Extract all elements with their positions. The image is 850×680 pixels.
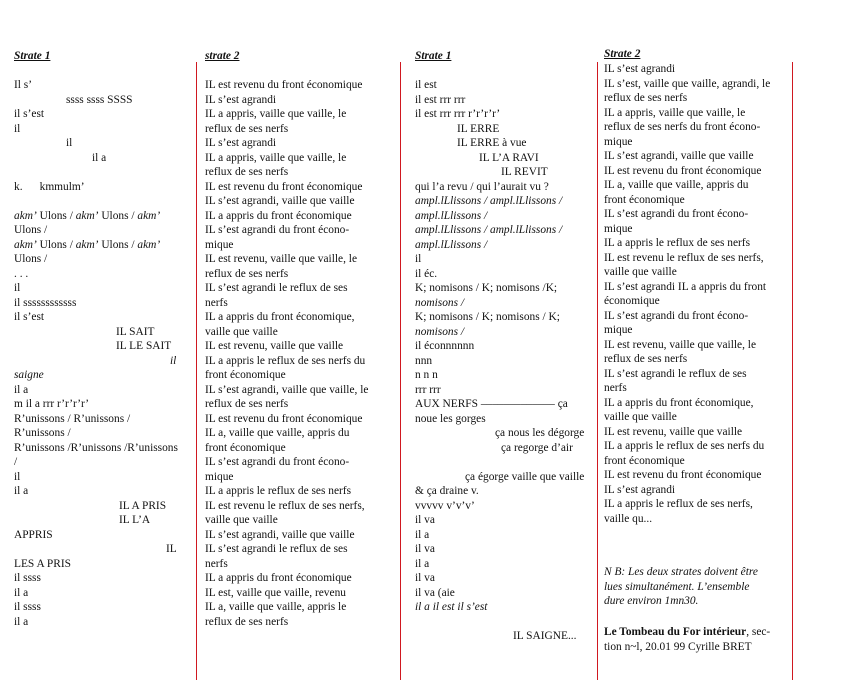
text-line: il ssss [14, 572, 41, 584]
text-line: IL [166, 543, 177, 555]
text-line: il éc. [415, 267, 438, 280]
text-line: IL est, vaille que vaille, revenu [205, 586, 346, 599]
footnote-line: dure environ 1mn30. [604, 595, 699, 607]
text-line: IL a appris le reflux de ses nerfs [205, 485, 352, 497]
text-line: vaille que vaille [604, 266, 677, 278]
text-line: ampl.lLlissons / ampl.lLlissons / [415, 224, 563, 236]
text-line: nerfs [205, 296, 228, 309]
text-line: reflux de ses nerfs [205, 122, 289, 135]
credit-title: Le Tombeau du For intérieur [604, 626, 747, 638]
text-line: IL est revenu du front économique [205, 412, 363, 425]
text-line: il a [14, 383, 29, 396]
text-line: ampl.lLlissons / [415, 238, 488, 251]
text-line: IL s’est agrandi [205, 137, 277, 149]
text-line: il ssss [14, 601, 41, 613]
column-strate-1-left [14, 0, 192, 680]
footnote-line: N B: Les deux strates doivent être [604, 566, 758, 578]
column-strate-2-left [205, 0, 395, 680]
text-line: ça nous les dégorge [495, 427, 585, 439]
text-line: m il a rrr r’r’r’r’ [14, 398, 90, 410]
text-line: IL s’est agrandi le reflux de ses [604, 367, 747, 380]
column-heading: Strate 1 [14, 50, 51, 62]
column-divider [792, 62, 793, 680]
text-line: IL a appris du front économique, [604, 396, 754, 409]
column-heading: Strate 2 [604, 48, 641, 60]
text-line: il a [14, 485, 29, 497]
text-line: front économique [205, 441, 286, 454]
text-line: IL SAIT [116, 325, 155, 338]
text-line: vvvvv v’v’v’ [415, 499, 475, 512]
text-line: IL a appris le reflux de ses nerfs, [604, 498, 753, 510]
text-line: mique [604, 135, 633, 148]
text-line: IL s’est agrandi [604, 63, 676, 75]
text-line: IL est revenu, vaille que vaille, le [205, 253, 358, 265]
text-line: IL est revenu du front économique [604, 469, 762, 481]
text-line: il a [14, 586, 29, 599]
column-heading: strate 2 [205, 50, 240, 62]
text-line: il s’est [14, 108, 45, 120]
text-line: IL s’est agrandi, vaille que vaille [205, 528, 355, 541]
text-line: mique [205, 238, 234, 251]
text-line: IL s’est agrandi le reflux de ses [205, 282, 348, 294]
footnote [604, 565, 758, 609]
text-line: il va [415, 572, 435, 584]
text-line [14, 194, 178, 209]
text-line [415, 455, 584, 470]
column-divider [400, 62, 401, 680]
text-line: / [14, 456, 18, 468]
text-line: il [14, 470, 21, 483]
text-line: il va [415, 543, 435, 555]
text-line: IL est revenu le reflux de ses nerfs, [604, 251, 764, 264]
text-line: k. kmmulm’ [14, 180, 85, 193]
text-line: il est rrr rrr r’r’r’r’ [415, 108, 501, 120]
text-line: nomisons / [415, 325, 465, 338]
text-line: R’unissons / [14, 427, 71, 439]
column-text [14, 78, 178, 629]
text-line: IL s’est agrandi IL a appris du front [604, 280, 767, 293]
text-line: front économique [205, 369, 286, 381]
text-line: IL s’est agrandi du front écono- [205, 456, 350, 468]
text-line: front économique [604, 454, 685, 467]
text-line: mique [604, 222, 633, 235]
text-line: IL s’est agrandi, vaille que vaille [604, 150, 754, 162]
text-line: nerfs [205, 557, 228, 570]
text-line: vaille qu... [604, 512, 653, 525]
text-line: nomisons / [415, 296, 465, 309]
text-line: APPRIS [14, 528, 53, 541]
text-line: reflux de ses nerfs [205, 398, 289, 410]
text-line: reflux de ses nerfs du front écono- [604, 121, 761, 133]
column-strate-1-right [415, 0, 593, 680]
text-line: il ssssssssssss [14, 296, 77, 309]
text-line: ampl.lLlissons / [415, 209, 488, 222]
text-line [415, 615, 584, 630]
text-line: saigne [14, 369, 44, 381]
text-line: reflux de ses nerfs [205, 615, 289, 628]
text-line: IL a, vaille que vaille, appris du [205, 427, 350, 439]
text-line: vaille que vaille [604, 411, 677, 423]
text-line: ça regorge d’air [501, 441, 573, 454]
text-line: IL L’A [119, 514, 151, 526]
column-text [604, 62, 770, 526]
column-text [415, 78, 584, 644]
text-line: IL s’est agrandi, vaille que vaille [205, 195, 355, 207]
text-line: front économique [604, 193, 685, 206]
text-line: vaille que vaille [205, 514, 278, 526]
text-line: IL ERRE à vue [457, 137, 527, 149]
text-line: K; nomisons / K; nomisons /K; [415, 282, 558, 294]
text-line: IL s’est, vaille que vaille, agrandi, le [604, 77, 771, 90]
text-line: qui l’a revu / qui l’aurait vu ? [415, 180, 549, 193]
column-strate-2-right [604, 0, 790, 680]
text-line: reflux de ses nerfs [205, 166, 289, 178]
text-line: il s’est [14, 311, 45, 323]
text-line: il a [92, 151, 107, 164]
column-divider [196, 62, 197, 680]
text-line: IL s’est agrandi le reflux de ses [205, 543, 348, 555]
text-line: IL s’est agrandi du front écono- [604, 309, 749, 322]
text-line: nerfs [604, 382, 627, 394]
credit-line: tion n~l, 20.01 99 Cyrille BRET [604, 640, 752, 653]
text-line: LES A PRIS [14, 557, 71, 570]
column-text [205, 78, 368, 629]
text-line: R’unissons / R’unissons / [14, 412, 131, 425]
text-line [14, 165, 178, 180]
text-line: il a [415, 528, 430, 541]
text-line: IL LE SAIT [116, 340, 172, 352]
text-line: akm’ Ulons / akm’ Ulons / akm’ [14, 209, 161, 222]
text-line: IL a appris le reflux de ses nerfs [604, 237, 751, 249]
text-line: il est rrr rrr [415, 93, 466, 106]
text-line: mique [604, 324, 633, 336]
text-line: il a [415, 557, 430, 570]
text-line: n n n [415, 369, 438, 381]
text-line: ça égorge vaille que vaille [465, 470, 585, 483]
text-line: IL s’est agrandi, vaille que vaille, le [205, 383, 369, 396]
text-line: il [170, 354, 177, 367]
text-line: & ça draine v. [415, 485, 479, 497]
text-line: IL a appris du front économique [205, 209, 352, 222]
text-line: IL REVIT [501, 166, 548, 178]
text-line: IL s’est agrandi du front écono- [205, 224, 350, 236]
credit-text: , sec- [746, 626, 771, 638]
text-line: R’unissons /R’unissons /R’unissons [14, 441, 178, 454]
text-line: rrr rrr [415, 383, 441, 396]
text-line: IL s’est agrandi du front écono- [604, 208, 749, 220]
text-line: IL ERRE [457, 122, 500, 135]
text-line: IL a, vaille que vaille, appris du [604, 179, 749, 191]
text-line: IL a appris, vaille que vaille, le [205, 108, 347, 120]
text-line: reflux de ses nerfs [205, 267, 289, 280]
text-line: Ulons / [14, 224, 48, 236]
text-line: il éconnnnnn [415, 340, 475, 352]
text-line: IL a, vaille que vaille, appris le [205, 601, 347, 613]
text-line: IL est revenu le reflux de ses nerfs, [205, 499, 365, 512]
text-line: il [66, 137, 73, 149]
text-line: nnn [415, 354, 433, 367]
column-heading: Strate 1 [415, 50, 452, 62]
text-line: noue les gorges [415, 412, 486, 425]
footnote-line: lues simultanément. L’ensemble [604, 580, 750, 593]
text-line: IL L’A RAVI [479, 151, 539, 164]
text-line: il a [14, 615, 29, 628]
text-line: Il s’ [14, 79, 33, 91]
text-line: IL a appris, vaille que vaille, le [205, 151, 347, 164]
text-line: économique [604, 295, 660, 307]
text-line: vaille que vaille [205, 325, 278, 338]
text-line: IL A PRIS [119, 499, 167, 512]
text-line: il va (aie [415, 586, 455, 599]
text-line: IL s’est agrandi [205, 93, 277, 106]
text-line: IL est revenu, vaille que vaille, le [604, 338, 757, 351]
text-line: IL est revenu du front économique [205, 180, 363, 193]
text-line: mique [205, 470, 234, 483]
text-line: il [14, 122, 21, 135]
text-line: IL est revenu du front économique [604, 164, 762, 177]
text-line: ssss ssss SSSS [66, 93, 133, 106]
text-line: IL a appris, vaille que vaille, le [604, 106, 746, 119]
text-line: akm’ Ulons / akm’ Ulons / akm’ [14, 238, 161, 251]
text-line: il a il est il s’est [415, 601, 488, 613]
text-line: IL SAIGNE... [513, 630, 577, 642]
text-line: Ulons / [14, 253, 48, 265]
text-line: reflux de ses nerfs [604, 92, 688, 104]
text-line: reflux de ses nerfs [604, 353, 688, 365]
text-line: IL est revenu du front économique [205, 79, 363, 91]
column-divider [597, 62, 598, 680]
text-line: IL a appris le reflux de ses nerfs du [205, 354, 366, 367]
text-line: IL a appris du front économique, [205, 311, 355, 323]
text-line: IL a appris le reflux de ses nerfs du [604, 440, 765, 452]
text-line: AUX NERFS ––––––––––––– ça [415, 398, 568, 410]
text-line: il [14, 282, 21, 294]
text-line: IL est revenu, vaille que vaille [205, 340, 344, 352]
text-line: K; nomisons / K; nomisons / K; [415, 311, 560, 323]
text-line: IL est revenu, vaille que vaille [604, 425, 743, 438]
text-line: il est [415, 79, 437, 91]
text-line: . . . [14, 267, 29, 280]
text-line: ampl.lLlissons / ampl.lLlissons / [415, 195, 563, 207]
credit [604, 625, 770, 654]
text-line: il va [415, 514, 435, 526]
text-line: IL s’est agrandi [604, 483, 676, 496]
text-line: IL a appris du front économique [205, 572, 352, 584]
text-line: il [415, 253, 422, 265]
